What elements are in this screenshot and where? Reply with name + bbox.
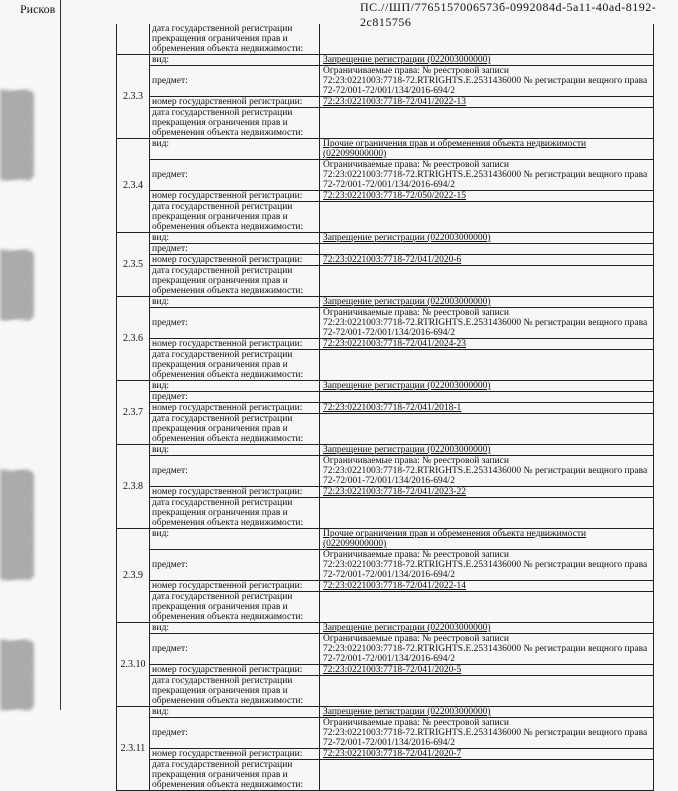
top-fragment-row bbox=[116, 24, 654, 55]
field-label: вид: bbox=[150, 529, 320, 549]
header-tab-label: Рисков bbox=[20, 2, 56, 16]
field-label: номер государственной регистрации: bbox=[150, 665, 320, 675]
vid-value: Прочие ограничения прав и обременения объекта недвижимости (022099000000) bbox=[323, 529, 587, 549]
field-label: дата государственной регистрации прекращения ограничения прав и обременения объекта недвижимости: bbox=[150, 414, 320, 444]
registration-number: 72:23:0221003:7718-72/041/2024-23 bbox=[323, 339, 467, 349]
predmet-line: 72:23:0221003:7718-72.RTRIGHTS.E.2531436000 № регистрации вещного права bbox=[323, 466, 648, 476]
field-value bbox=[320, 24, 653, 54]
vid-value: Запрещение регистрации (022003000000) bbox=[323, 233, 491, 243]
field-value bbox=[320, 676, 653, 706]
registration-number: 72:23:0221003:7718-72/041/2020-5 bbox=[323, 665, 462, 675]
vid-value: Запрещение регистрации (022003000000) bbox=[323, 381, 491, 391]
field-label: номер государственной регистрации: bbox=[150, 749, 320, 759]
predmet-line: 72:23:0221003:7718-72.RTRIGHTS.E.2531436000 № регистрации вещного права bbox=[323, 318, 648, 328]
vid-value: Запрещение регистрации (022003000000) bbox=[323, 707, 491, 717]
vid-value: Запрещение регистрации (022003000000) bbox=[323, 55, 491, 65]
field-value bbox=[320, 414, 653, 444]
registration-number: 72:23:0221003:7718-72/041/2023-22 bbox=[323, 487, 467, 497]
predmet-value bbox=[320, 718, 653, 748]
field-label: дата государственной регистрации прекращения ограничения прав и обременения объекта недвижимости: bbox=[150, 108, 320, 138]
registration-number: 72:23:0221003:7718-72/041/2018-1 bbox=[323, 403, 462, 413]
predmet-line: Ограничиваемые права: № реестровой записи bbox=[323, 308, 509, 318]
field-value bbox=[320, 592, 653, 622]
field-label: вид: bbox=[150, 297, 320, 307]
field-value bbox=[320, 498, 653, 528]
margin-line bbox=[60, 0, 61, 710]
field-label: дата государственной регистрации прекращения ограничения прав и обременения объекта недвижимости: bbox=[150, 266, 320, 296]
entry-number bbox=[117, 24, 150, 54]
predmet-line: 72-72/001-72/001/134/2016-694/2 bbox=[323, 86, 455, 96]
entry-row bbox=[116, 139, 654, 233]
vid-value: Запрещение регистрации (022003000000) bbox=[323, 297, 491, 307]
entry-row bbox=[116, 529, 654, 623]
scan-shadow bbox=[0, 90, 34, 180]
field-label: вид: bbox=[150, 381, 320, 391]
vid-value: Прочие ограничения прав и обременения объекта недвижимости (022099000000) bbox=[323, 139, 587, 159]
field-label: номер государственной регистрации: bbox=[150, 191, 320, 201]
predmet-line: 72:23:0221003:7718-72.RTRIGHTS.E.2531436000 № регистрации вещного права bbox=[323, 560, 648, 570]
entry-number: 2.3.7 bbox=[117, 381, 150, 444]
encumbrance-table bbox=[116, 24, 654, 791]
field-label: предмет: bbox=[150, 160, 320, 190]
entry-row bbox=[116, 623, 654, 707]
field-label: предмет: bbox=[150, 550, 320, 580]
field-label: номер государственной регистрации: bbox=[150, 403, 320, 413]
vid-value: Запрещение регистрации (022003000000) bbox=[323, 445, 491, 455]
field-label: дата государственной регистрации прекращения ограничения прав и обременения объекта недвижимости: bbox=[150, 350, 320, 380]
field-value bbox=[320, 202, 653, 232]
entry-row bbox=[116, 55, 654, 139]
scan-shadow bbox=[0, 470, 34, 580]
entry-number: 2.3.9 bbox=[117, 529, 150, 622]
predmet-line: 72-72/001-72/001/134/2016-694/2 bbox=[323, 328, 455, 338]
predmet-line: Ограничиваемые права: № реестровой записи bbox=[323, 718, 509, 728]
entry-row bbox=[116, 297, 654, 381]
entry-row bbox=[116, 707, 654, 791]
entry-number: 2.3.11 bbox=[117, 707, 150, 790]
entry-number: 2.3.5 bbox=[117, 233, 150, 296]
field-label: вид: bbox=[150, 623, 320, 633]
scan-shadow bbox=[0, 250, 34, 320]
entry-row bbox=[116, 233, 654, 297]
field-label: дата государственной регистрации прекращения ограничения прав и обременения объекта недвижимости: bbox=[150, 202, 320, 232]
entry-row bbox=[116, 381, 654, 445]
registration-number: 72:23:0221003:7718-72/050/2022-15 bbox=[323, 191, 467, 201]
field-label: вид: bbox=[150, 55, 320, 65]
predmet-value bbox=[320, 634, 653, 664]
predmet-line: 72-72/001-72/001/134/2016-694/2 bbox=[323, 570, 455, 580]
field-value bbox=[320, 350, 653, 380]
predmet-line: 72:23:0221003:7718-72.RTRIGHTS.E.2531436000 № регистрации вещного права bbox=[323, 170, 648, 180]
predmet-value bbox=[320, 244, 653, 254]
registration-number: 72:23:0221003:7718-72/041/2020-7 bbox=[323, 749, 462, 759]
field-value bbox=[320, 266, 653, 296]
field-label: дата государственной регистрации прекращения ограничения прав и обременения объекта недвижимости: bbox=[150, 24, 320, 54]
field-label: дата государственной регистрации прекращения ограничения прав и обременения объекта недвижимости: bbox=[150, 760, 320, 790]
field-label: предмет: bbox=[150, 392, 320, 402]
predmet-line: 72:23:0221003:7718-72.RTRIGHTS.E.2531436000 № регистрации вещного права bbox=[323, 76, 648, 86]
field-label: дата государственной регистрации прекращения ограничения прав и обременения объекта недвижимости: bbox=[150, 498, 320, 528]
registration-number: 72:23:0221003:7718-72/041/2022-14 bbox=[323, 581, 467, 591]
field-label: вид: bbox=[150, 445, 320, 455]
predmet-line: Ограничиваемые права: № реестровой записи bbox=[323, 634, 509, 644]
field-label: вид: bbox=[150, 707, 320, 717]
predmet-line: Ограничиваемые права: № реестровой записи bbox=[323, 456, 509, 466]
predmet-line: 72-72/001-72/001/134/2016-694/2 bbox=[323, 180, 455, 190]
field-label: предмет: bbox=[150, 308, 320, 338]
predmet-line: Ограничиваемые права: № реестровой записи bbox=[323, 66, 509, 76]
field-label: предмет: bbox=[150, 718, 320, 748]
field-label: номер государственной регистрации: bbox=[150, 487, 320, 497]
field-value bbox=[320, 760, 653, 790]
registration-number: 72:23:0221003:7718-72/041/2020-6 bbox=[323, 255, 462, 265]
entry-row bbox=[116, 445, 654, 529]
field-label: предмет: bbox=[150, 66, 320, 96]
field-label: номер государственной регистрации: bbox=[150, 339, 320, 349]
entry-number: 2.3.10 bbox=[117, 623, 150, 706]
header-url: ПС.//ШП/7765157006573б-0992084d-5a11-40ad-8192-2c815756 bbox=[360, 0, 657, 29]
entry-number: 2.3.6 bbox=[117, 297, 150, 380]
predmet-line: Ограничиваемые права: № реестровой записи bbox=[323, 550, 509, 560]
entry-number: 2.3.4 bbox=[117, 139, 150, 232]
field-label: номер государственной регистрации: bbox=[150, 581, 320, 591]
field-label: вид: bbox=[150, 233, 320, 243]
predmet-value bbox=[320, 308, 653, 338]
predmet-value bbox=[320, 550, 653, 580]
scan-shadow bbox=[0, 640, 34, 710]
field-value bbox=[320, 108, 653, 138]
predmet-value bbox=[320, 160, 653, 190]
field-label: предмет: bbox=[150, 456, 320, 486]
field-label: номер государственной регистрации: bbox=[150, 97, 320, 107]
vid-value: Запрещение регистрации (022003000000) bbox=[323, 623, 491, 633]
predmet-value bbox=[320, 392, 653, 402]
field-label: предмет: bbox=[150, 244, 320, 254]
registration-number: 72:23:0221003:7718-72/041/2022-13 bbox=[323, 97, 467, 107]
predmet-line: 72-72/001-72/001/134/2016-694/2 bbox=[323, 476, 455, 486]
field-label: дата государственной регистрации прекращения ограничения прав и обременения объекта недвижимости: bbox=[150, 592, 320, 622]
field-label: номер государственной регистрации: bbox=[150, 255, 320, 265]
predmet-line: 72:23:0221003:7718-72.RTRIGHTS.E.2531436000 № регистрации вещного права bbox=[323, 728, 648, 738]
field-label: предмет: bbox=[150, 634, 320, 664]
predmet-line: Ограничиваемые права: № реестровой записи bbox=[323, 160, 509, 170]
predmet-line: 72:23:0221003:7718-72.RTRIGHTS.E.2531436000 № регистрации вещного права bbox=[323, 644, 648, 654]
predmet-line: 72-72/001-72/001/134/2016-694/2 bbox=[323, 738, 455, 748]
predmet-value bbox=[320, 66, 653, 96]
entry-number: 2.3.3 bbox=[117, 55, 150, 138]
entry-number: 2.3.8 bbox=[117, 445, 150, 528]
field-label: вид: bbox=[150, 139, 320, 159]
predmet-value bbox=[320, 456, 653, 486]
predmet-line: 72-72/001-72/001/134/2016-694/2 bbox=[323, 654, 455, 664]
field-label: дата государственной регистрации прекращения ограничения прав и обременения объекта недвижимости: bbox=[150, 676, 320, 706]
